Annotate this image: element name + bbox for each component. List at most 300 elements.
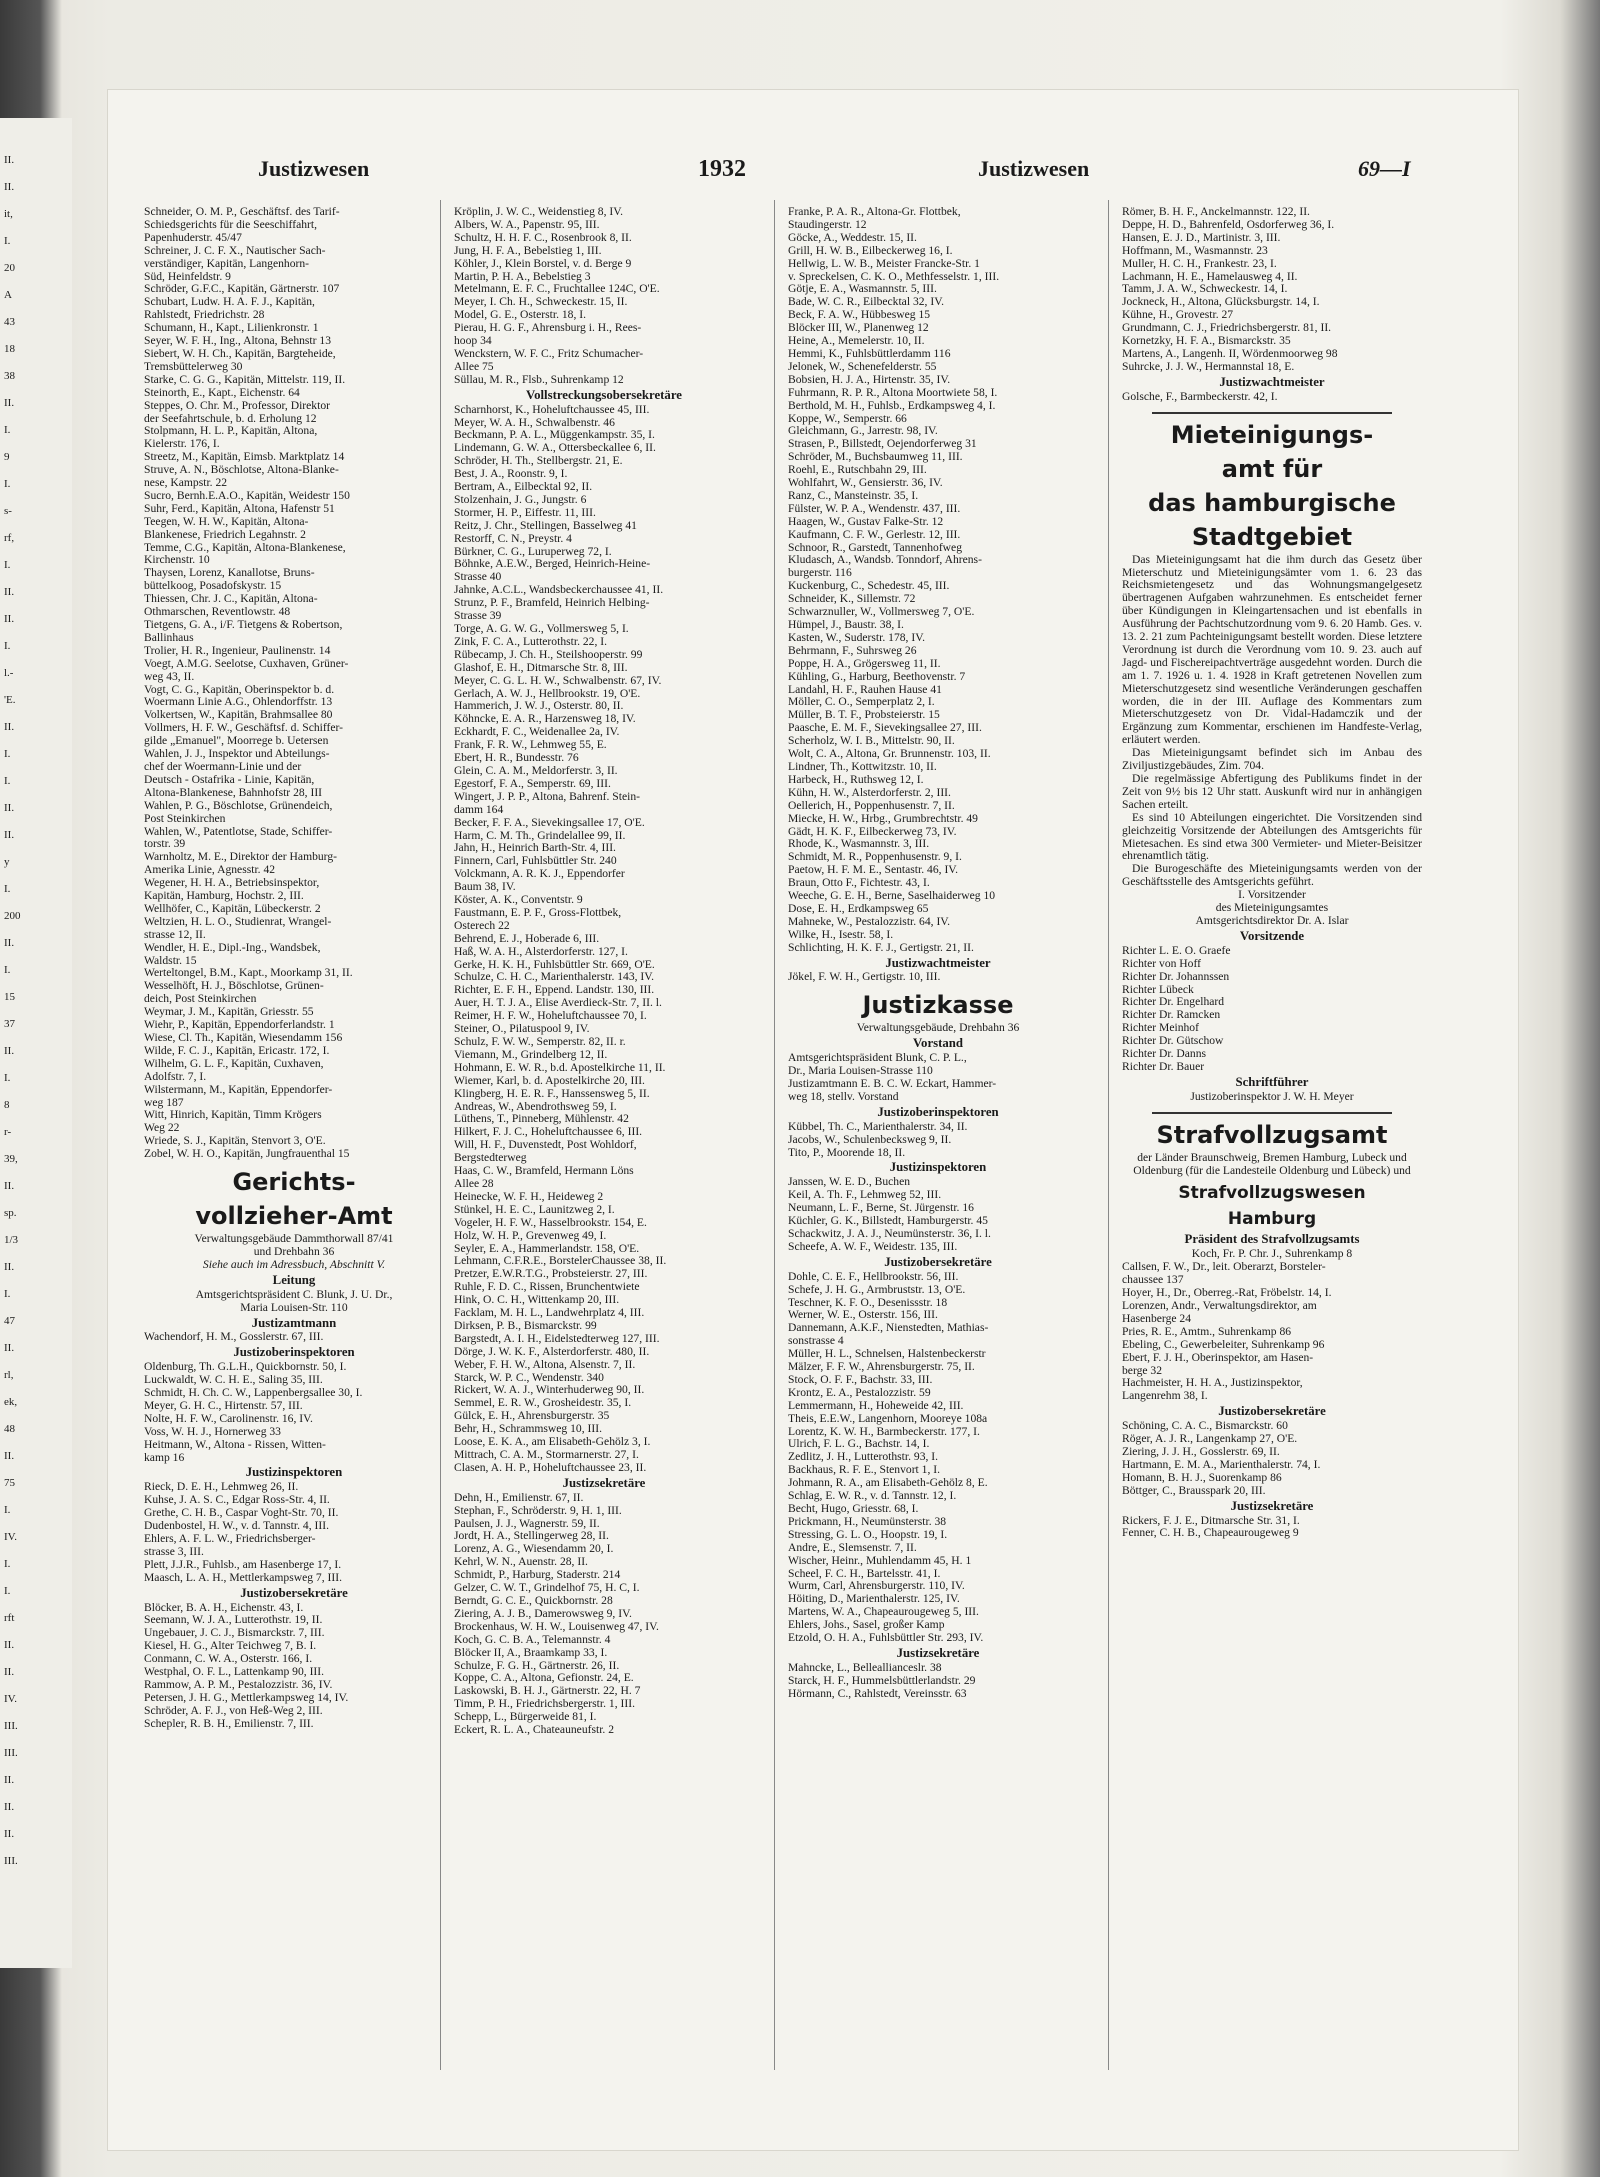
directory-entry: Restorff, C. N., Preystr. 4 [454, 532, 572, 545]
directory-entry: Dannemann, A.K.F., Nienstedten, Mathias- [788, 1322, 989, 1335]
directory-entry: Westphal, O. F. L., Lattenkamp 90, III. [144, 1666, 325, 1679]
header-right-title: Justizwesen [978, 156, 1090, 181]
directory-entry: Zink, F. C. A., Lutterothstr. 22, I. [454, 635, 608, 648]
directory-entry: Berndt, G. C. E., Quickbornstr. 28 [454, 1594, 613, 1607]
directory-entry: Eckhardt, F. C., Weidenallee 2a, IV. [454, 726, 620, 739]
section-heading: Justizwachtmeister [885, 955, 991, 970]
fragment-text: II. [4, 802, 15, 814]
directory-entry: Schneider, K., Sillemstr. 72 [788, 593, 916, 606]
directory-entry: Wellhöfer, C., Kapitän, Lübeckerstr. 2 [144, 902, 321, 915]
fragment-text: II. [4, 1801, 15, 1813]
directory-entry: Allee 28 [454, 1177, 494, 1190]
section-divider [1152, 412, 1392, 414]
directory-entry: Vogt, C. G., Kapitän, Oberinspektor b. d. [144, 683, 335, 696]
directory-entry: Thaysen, Lorenz, Kanallotse, Bruns- [144, 567, 315, 580]
directory-entry: Siebert, W. H. Ch., Kapitän, Bargteheide, [144, 347, 336, 360]
directory-entry: Miecke, H. W., Hrbg., Grumbrechtstr. 49 [788, 812, 978, 825]
directory-entry: Zedlitz, J. H., Lutterothstr. 93, I. [788, 1451, 939, 1464]
directory-entry: Landahl, H. F., Rauhen Hause 41 [788, 683, 942, 696]
directory-entry: Wahlen, P. G., Böschlotse, Grünendeich, [144, 799, 333, 812]
directory-entry: Oellerich, H., Poppenhusenstr. 7, II. [788, 799, 955, 812]
directory-entry: Ebert, H. R., Bundesstr. 76 [454, 752, 579, 765]
directory-entry: Köster, A. K., Conventstr. 9 [454, 894, 583, 907]
fragment-text: IV. [4, 1531, 17, 1543]
page-header [108, 156, 1518, 196]
directory-entry: Muller, H. C. H., Frankestr. 23, I. [1122, 257, 1277, 270]
centered-line: Amtsgerichtsdirektor Dr. A. Islar [1195, 913, 1349, 927]
directory-entry: Kübbel, Th. C., Marienthalerstr. 34, II. [788, 1120, 968, 1133]
directory-entry: Bobsien, H. J. A., Hirtenstr. 35, IV. [788, 373, 951, 386]
directory-entry: Rickert, W. A. J., Winterhuderweg 90, II. [454, 1384, 645, 1397]
directory-entry: Paetow, H. F. M. E., Sentastr. 46, IV. [788, 864, 959, 877]
directory-entry: Mälzer, F. F. W., Ahrensburgerstr. 75, II. [788, 1361, 975, 1374]
directory-entry: Ranz, C., Mansteinstr. 35, I. [788, 489, 919, 502]
directory-entry: Viemann, M., Grindelberg 12, II. [454, 1048, 608, 1061]
fragment-text: II. [4, 397, 15, 409]
paragraph: Es sind 10 Abteilungen eingerichtet. Die Vorsitzenden sind gleichzeitig Vorsitzende der Abteilungen des Amtsgerichts für Mietesachen. Es sind etwa 300 Vermieter- und Mieter-Beisitzer ehrenamtlich tätig. [1122, 810, 1422, 863]
fragment-text: 1/3 [4, 1234, 19, 1246]
directory-entry: Gerlach, A. W. J., Hellbrookstr. 19, O'E. [454, 687, 641, 700]
directory-entry: Küchler, G. K., Billstedt, Hamburgerstr. 45 [788, 1215, 988, 1228]
directory-entry: Warnholtz, M. E., Direktor der Hamburg- [144, 851, 337, 864]
directory-entry: Richter Dr. Engelhard [1122, 996, 1225, 1009]
directory-entry: Jacobs, W., Schulenbecksweg 9, II. [788, 1133, 952, 1146]
centered-line: Maria Louisen-Str. 110 [240, 1300, 348, 1314]
directory-entry: strasse 3, III. [144, 1545, 204, 1558]
fragment-text: I. [4, 883, 11, 895]
fragment-text: I. [4, 424, 11, 436]
directory-entry: Weg 22 [144, 1122, 180, 1135]
directory-entry: Steinorth, E., Kapt., Eichenstr. 64 [144, 386, 300, 399]
directory-entry: Richter Dr. Ramcken [1122, 1009, 1221, 1022]
section-title: Strafvollzugsamt [1156, 1120, 1388, 1149]
section-heading: Justizinspektoren [889, 1160, 987, 1175]
directory-entry: Krontz, E. A., Pestalozzistr. 59 [788, 1386, 931, 1399]
directory-entry: Stünkel, H. E. C., Launitzweg 2, I. [454, 1203, 615, 1216]
directory-entry: Meyer, C. G. L. H. W., Schwalbenstr. 67, IV. [454, 674, 662, 687]
section-title: Gerichts- [232, 1168, 356, 1197]
directory-entry: Suhr, Ferd., Kapitän, Altona, Hafenstr 51 [144, 502, 335, 515]
fragment-text: r- [4, 1126, 12, 1138]
directory-entry: Auer, H. T. J. A., Elise Averdieck-Str. 7, II. l. [454, 997, 662, 1010]
directory-entry: Lachmann, H. E., Hamelausweg 4, II. [1122, 270, 1298, 283]
directory-entry: Lorentz, K. W. H., Barmbeckerstr. 177, I. [788, 1425, 980, 1438]
section-heading: Justizsekretäre [562, 1475, 646, 1490]
fragment-text: 18 [4, 343, 15, 355]
directory-entry: gilde „Emanuel", Moorrege b. Uetersen [144, 735, 329, 748]
fragment-text: II. [4, 181, 15, 193]
directory-entry: Waldstr. 15 [144, 954, 197, 967]
fragment-text: II. [4, 1261, 15, 1273]
directory-entry: Albers, W. A., Papenstr. 95, III. [454, 218, 600, 231]
directory-entry: Rhode, K., Wasmannstr. 3, III. [788, 838, 930, 851]
fragment-text: II. [4, 154, 15, 166]
fragment-text: 37 [4, 1018, 15, 1030]
directory-entry: v. Spreckelsen, C. K. O., Methfesselstr. 1, III. [788, 270, 1000, 283]
directory-entry: Seyer, W. F. H., Ing., Altona, Behnstr 13 [144, 335, 331, 348]
directory-entry: Rickers, F. J. E., Ditmarsche Str. 31, I. [1122, 1514, 1300, 1527]
directory-entry: Clasen, A. H. P., Hoheluftchaussee 23, II. [454, 1461, 647, 1474]
directory-entry: weg 187 [144, 1096, 184, 1109]
directory-entry: Weymar, J. M., Kapitän, Griesstr. 55 [144, 1006, 314, 1019]
directory-entry: Luckwaldt, W. C. H. E., Saling 35, III. [144, 1374, 323, 1387]
fragment-text: A [4, 289, 12, 301]
directory-entry: damm 164 [454, 803, 504, 816]
directory-entry: Wegener, H. H. A., Betriebsinspektor, [144, 877, 320, 890]
paragraph: Das Mieteinigungsamt hat die ihm durch das Gesetz über Mieterschutz und Mieteinigungsämter vom 1. 6. 23 das Reichsmietengesetz und das Wohnungsmangelgesetz übertragenen Aufgaben wahrzunehmen. Es entscheidet ferner über Kündigungen in Kleingartensachen und ist ebenfalls in Ausführung der Pachtschutzordnung vom 9. 6. 20 Hamb. Ges. v. 13. 2. 21 zum Pachteinigungsamt bestellt worden. Diese letztere Verordnung ist durch die Verordnung vom 10. 9. 23. auch auf Jagd- und Fischereipachtverträge ausgedehnt worden. Durch die am 1. 7. 1926 u. 1. 4. 1928 in Kraft getretenen Novellen zum Mieterschutzgesetz sind wesentliche Veränderungen geschaffen worden, die in der III. Auflage des Kommentars zum Mieterschutzgesetz von Dr. Vidal-Hadamczik und der Ergänzung zum Kommentar, erschienen im Handfeste-Verlag, erläutert werden. [1122, 552, 1422, 747]
directory-entry: Tietgens, G. A., i/F. Tietgens & Robertson, [144, 619, 343, 631]
fragment-text: III. [4, 1720, 18, 1732]
directory-entry: Kirchenstr. 10 [144, 554, 210, 567]
directory-entry: Göcke, A., Weddestr. 15, II. [788, 231, 917, 244]
directory-entry: verständiger, Kapitän, Langenhorn- [144, 257, 310, 270]
directory-entry: Grundmann, C. J., Friedrichsbergerstr. 81, II. [1122, 322, 1332, 335]
directory-entry: Schröder, A. F. J., von Heß-Weg 2, III. [144, 1704, 323, 1717]
directory-entry: Gülck, E. H., Ahrensburgerstr. 35 [454, 1410, 610, 1423]
directory-entry: Jökel, F. W. H., Gertigstr. 10, III. [788, 971, 941, 984]
directory-entry: Kehrl, W. N., Auenstr. 28, II. [454, 1556, 588, 1569]
directory-entry: Jelonek, W., Schenefelderstr. 55 [788, 360, 937, 373]
directory-entry: Schlag, E. W. R., v. d. Tannstr. 12, I. [788, 1490, 957, 1503]
directory-entry: Amtsgerichtspräsident Blunk, C. P. L., [788, 1052, 967, 1065]
directory-entry: Harm, C. M. Th., Grindelallee 99, II. [454, 829, 626, 842]
directory-entry: Hümpel, J., Baustr. 38, I. [788, 619, 904, 631]
adjacent-page-fragment [0, 118, 72, 1968]
section-heading: Präsident des Strafvollzugsamts [1184, 1232, 1360, 1247]
directory-entry: Süllau, M. R., Flsb., Suhrenkamp 12 [454, 373, 624, 386]
directory-entry: Wachendorf, H. M., Gosslerstr. 67, III. [144, 1331, 324, 1344]
directory-entry: Ziering, A. J. B., Damerowsweg 9, IV. [454, 1607, 632, 1620]
directory-entry: Bertram, A., Eilbecktal 92, II. [454, 481, 593, 494]
directory-entry: Etzold, O. H. A., Fuhlsbüttler Str. 293, IV. [788, 1632, 984, 1645]
directory-entry: Lindner, Th., Kottwitzstr. 10, II. [788, 760, 937, 773]
section-heading: Justizsekretäre [1230, 1498, 1314, 1513]
directory-entry: Stormer, H. P., Eiffestr. 11, III. [454, 506, 596, 519]
directory-entry: Stolpmann, H. L. P., Kapitän, Altona, [144, 425, 318, 438]
directory-entry: Möller, C. O., Semperplatz 2, I. [788, 696, 935, 709]
fragment-text: III. [4, 1747, 18, 1759]
directory-entry: Ehlers, A. F. L. W., Friedrichsberger- [144, 1533, 316, 1545]
directory-entry: Johmann, R. A., am Elisabeth-Gehölz 8, E. [788, 1477, 988, 1490]
directory-entry: Seemann, W. J. A., Lutterothstr. 19, II. [144, 1614, 323, 1627]
directory-entry: Heine, A., Memelerstr. 10, II. [788, 335, 925, 348]
directory-entry: Schultz, H. H. F. C., Rosenbrook 8, II. [454, 231, 632, 244]
fragment-text: I. [4, 640, 11, 652]
directory-entry: Timm, P. H., Friedrichsbergerstr. 1, III. [454, 1698, 635, 1711]
directory-entry: Allee 75 [454, 360, 494, 373]
directory-entry: Vollmers, H. F. W., Geschäftsf. d. Schiffer- [144, 722, 344, 735]
directory-entry: Wilhelm, G. L. F., Kapitän, Cuxhaven, [144, 1057, 324, 1070]
directory-entry: Koppe, W., Semperstr. 66 [788, 412, 907, 425]
directory-entry: Kühn, H. W., Alsterdorferstr. 2, III. [788, 786, 951, 799]
directory-entry: Gädt, H. K. F., Eilbeckerweg 73, IV. [788, 825, 957, 838]
fragment-text: 8 [4, 1099, 10, 1111]
directory-entry: Blöcker, B. A. H., Eichenstr. 43, I. [144, 1601, 304, 1614]
section-divider [1152, 1112, 1392, 1114]
directory-entry: Dudenbostel, H. W., v. d. Tannstr. 4, III. [144, 1520, 329, 1533]
directory-entry: nese, Kampstr. 22 [144, 477, 228, 490]
section-heading: Justizoberinspektoren [877, 1104, 999, 1119]
directory-entry: Pierau, H. G. F., Ahrensburg i. H., Rees- [454, 322, 642, 335]
centered-line: Amtsgerichtspräsident C. Blunk, J. U. Dr., [195, 1287, 393, 1301]
directory-entry: Schmidt, P., Harburg, Staderstr. 214 [454, 1569, 621, 1582]
directory-entry: Scheel, F. C. H., Bartelsstr. 41, I. [788, 1567, 941, 1580]
directory-entry: hoop 34 [454, 335, 492, 348]
directory-entry: Lindemann, G. W. A., Ottersbeckallee 6, II. [454, 442, 656, 455]
directory-entry: Richter L. E. O. Graefe [1122, 944, 1231, 957]
directory-entry: Richter von Hoff [1122, 957, 1201, 970]
column-3 [788, 206, 1088, 2086]
centered-line: des Mieteinigungsamtes [1215, 901, 1329, 915]
directory-entry: Justizamtmann E. B. C. W. Eckart, Hammer- [788, 1078, 997, 1090]
directory-entry: Jahnke, A.C.L., Wandsbeckerchaussee 41, II. [454, 584, 664, 597]
directory-entry: Kasten, W., Suderstr. 178, IV. [788, 631, 925, 644]
directory-entry: sonstrasse 4 [788, 1335, 844, 1348]
directory-entry: Hellwig, L. W. B., Meister Francke-Str. 1 [788, 257, 980, 270]
section-heading: Justizobersekretäre [1218, 1404, 1326, 1419]
section-heading: Justizwachtmeister [1219, 374, 1325, 389]
directory-entry: Kornetzky, H. F. A., Bismarckstr. 35 [1122, 335, 1291, 348]
directory-entry: Wiese, Cl. Th., Kapitän, Wiesendamm 156 [144, 1032, 343, 1044]
directory-entry: Wenckstern, W. F. C., Fritz Schumacher- [454, 347, 644, 360]
directory-entry: Becht, Hugo, Griesstr. 68, I. [788, 1503, 919, 1515]
directory-entry: Wiehr, P., Kapitän, Eppendorferlandstr. 1 [144, 1019, 335, 1032]
fragment-text: II. [4, 1774, 15, 1786]
directory-entry: Golsche, F., Barmbeckerstr. 42, I. [1122, 390, 1278, 403]
fragment-text: I. [4, 964, 11, 976]
directory-entry: Müller, H. L., Schnelsen, Halstenbeckerstr [788, 1348, 986, 1361]
directory-entry: Hoffmann, M., Wasmannstr. 23 [1122, 244, 1268, 257]
directory-entry: Baum 38, IV. [454, 881, 516, 894]
directory-entry: Beck, F. A. W., Hübbesweg 15 [788, 309, 931, 322]
paragraph: Das Mieteinigungsamt befindet sich im Anbau des Ziviljustizgebäudes, Zim. 704. [1122, 746, 1422, 773]
directory-entry: Trolier, H. R., Ingenieur, Paulinenstr. 14 [144, 644, 331, 657]
directory-entry: Hink, O. C. H., Wittenkamp 20, III. [454, 1294, 620, 1307]
fragment-text: III. [4, 1855, 18, 1867]
centered-line: Verwaltungsgebäude Dammthorwall 87/41 [194, 1232, 394, 1246]
fragment-text: IV. [4, 1693, 17, 1705]
directory-entry: Richter Meinhof [1122, 1022, 1199, 1035]
directory-entry: Röger, A. J. R., Langenkamp 27, O'E. [1122, 1433, 1298, 1446]
directory-entry: Poppe, H. A., Grögersweg 11, II. [788, 657, 941, 670]
directory-entry: Will, H. F., Duvenstedt, Post Wohldorf, [454, 1139, 637, 1152]
fragment-text: 48 [4, 1423, 15, 1435]
directory-entry: Braun, Otto F., Fichtestr. 43, I. [788, 877, 930, 890]
directory-entry: Osterech 22 [454, 919, 510, 932]
fragment-text: 38 [4, 370, 15, 382]
fragment-text: II. [4, 1639, 15, 1651]
directory-entry: Temme, C.G., Kapitän, Altona-Blankenese, [144, 541, 346, 554]
directory-entry: Götje, E. A., Wasmannstr. 5, III. [788, 283, 937, 296]
directory-entry: Prickmann, H., Neumünsterstr. 38 [788, 1515, 947, 1528]
directory-entry: Tito, P., Moorende 18, II. [788, 1146, 906, 1159]
directory-entry: Nolte, H. F. W., Carolinenstr. 16, IV. [144, 1412, 313, 1425]
directory-entry: Koch, G. C. B. A., Telemannstr. 4 [454, 1633, 611, 1646]
directory-entry: Keil, A. Th. F., Lehmweg 52, III. [788, 1189, 942, 1202]
fragment-text: I. [4, 1585, 11, 1597]
directory-entry: Schackwitz, J. A. J., Neumünsterstr. 36, I. l. [788, 1227, 991, 1240]
directory-entry: Reimer, H. F. W., Hoheluftchaussee 70, I. [454, 1010, 647, 1023]
directory-entry: Dr., Maria Louisen-Strasse 110 [788, 1065, 933, 1078]
section-title: vollzieher-Amt [195, 1202, 393, 1231]
page-number: 69—I [1358, 156, 1411, 181]
directory-entry: Eckert, R. L. A., Chateauneufstr. 2 [454, 1724, 615, 1737]
directory-entry: Dehn, H., Emilienstr. 67, II. [454, 1491, 584, 1504]
directory-entry: Franke, P. A. R., Altona-Gr. Flottbek, [788, 206, 961, 218]
directory-entry: Schulz, F. W. W., Semperstr. 82, II. r. [454, 1036, 626, 1048]
directory-entry: Deutsch - Ostafrika - Linie, Kapitän, [144, 773, 315, 786]
column-2 [454, 206, 754, 2086]
directory-entry: Ebert, F. J. H., Oberinspektor, am Hasen- [1122, 1351, 1314, 1364]
directory-entry: Fenner, C. H. B., Chapeaurougeweg 9 [1122, 1527, 1299, 1540]
directory-entry: Heinecke, W. F. H., Heideweg 2 [454, 1190, 604, 1203]
directory-entry: Müller, B. T. F., Probsteierstr. 15 [788, 709, 940, 722]
directory-entry: Richter Dr. Gütschow [1122, 1035, 1224, 1048]
column-4 [1122, 206, 1422, 2086]
directory-entry: Ruhle, F. D. C., Rissen, Brunchentwiete [454, 1281, 640, 1294]
directory-entry: Teegen, W. H. W., Kapitän, Altona- [144, 515, 309, 528]
directory-entry: Semmel, E. R. W., Grosheidestr. 35, I. [454, 1397, 632, 1410]
fragment-text: II. [4, 1342, 15, 1354]
directory-entry: Richter Dr. Bauer [1122, 1060, 1205, 1073]
directory-entry: Hilkert, F. J. C., Hoheluftchaussee 6, III. [454, 1126, 643, 1139]
fragment-text: y [4, 856, 10, 868]
directory-entry: Schneider, O. M. P., Geschäftsf. des Tarif- [144, 206, 340, 218]
directory-entry: Wahlen, W., Patentlotse, Stade, Schiffer- [144, 825, 333, 838]
directory-entry: Ziering, J. J. H., Gosslerstr. 69, II. [1122, 1445, 1280, 1458]
directory-entry: Jordt, H. A., Stellingerweg 28, II. [454, 1530, 609, 1543]
directory-entry: Deppe, H. D., Bahrenfeld, Osdorferweg 36, I. [1122, 218, 1335, 231]
directory-entry: Grethe, C. H. B., Caspar Voght-Str. 70, II. [144, 1507, 339, 1520]
directory-entry: Strasse 40 [454, 571, 502, 584]
directory-entry: Bade, W. C. R., Eilbecktal 32, IV. [788, 296, 944, 309]
directory-entry: Best, J. A., Roonstr. 9, I. [454, 468, 568, 481]
centered-line: Justizoberinspektor J. W. H. Meyer [1190, 1089, 1354, 1103]
directory-entry: büttelkoog, Posadofskystr. 15 [144, 580, 282, 593]
directory-entry: Kühling, G., Harburg, Beethovenstr. 7 [788, 670, 966, 683]
section-heading: Justizsekretäre [896, 1645, 980, 1660]
directory-entry: Scherholz, W. I. B., Mittelstr. 90, II. [788, 735, 955, 748]
directory-entry: Heitmann, W., Altona - Rissen, Witten- [144, 1438, 326, 1451]
directory-entry: Langenrehm 38, I. [1122, 1390, 1208, 1403]
directory-entry: Wilde, F. C. J., Kapitän, Ericastr. 172, I. [144, 1044, 330, 1057]
fragment-text: II. [4, 586, 15, 598]
centered-line: Verwaltungsgebäude, Drehbahn 36 [856, 1021, 1020, 1035]
fragment-text: I. [4, 1558, 11, 1570]
directory-entry: Maasch, L. A. H., Mettlerkampsweg 7, III. [144, 1571, 343, 1584]
directory-entry: Schepp, L., Bürgerweide 81, I. [454, 1711, 597, 1724]
directory-entry: Voegt, A.M.G. Seelotse, Cuxhaven, Grüner- [144, 657, 349, 670]
fragment-text: II. [4, 1450, 15, 1462]
directory-entry: Mahncke, L., Belleallianceslr. 38 [788, 1661, 942, 1674]
directory-entry: Brockenhaus, W. H. W., Louisenweg 47, IV. [454, 1620, 659, 1633]
directory-entry: Altona-Blankenese, Bahnhofstr 28, III [144, 786, 323, 799]
directory-entry: Facklam, M. H. L., Landwehrplatz 4, III. [454, 1307, 645, 1320]
directory-entry: Tremsbüttelerweg 30 [144, 360, 243, 373]
directory-entry: Faustmann, E. P. F., Gross-Flottbek, [454, 906, 622, 919]
directory-entry: Gleichmann, G., Jarrestr. 98, IV. [788, 425, 938, 438]
directory-entry: Hartmann, E. M. A., Marienthalerstr. 74, I. [1122, 1458, 1321, 1471]
directory-entry: Wurm, Carl, Ahrensburgerstr. 110, IV. [788, 1580, 965, 1593]
fragment-text: II. [4, 613, 15, 625]
directory-entry: Koppe, C. A., Altona, Gefionstr. 24, E. [454, 1672, 634, 1685]
section-heading: Leitung [272, 1272, 316, 1287]
column-rule [1108, 200, 1109, 2070]
centered-line: der Länder Braunschweig, Bremen Hamburg, Lubeck und Oldenburg (für die Landesteile Oldenburg und Lübeck) und [1133, 1150, 1411, 1177]
directory-entry: Jockneck, H., Altona, Glücksburgstr. 14, I. [1122, 296, 1320, 309]
column-1 [144, 206, 444, 2086]
directory-entry: Schröder, G.F.C., Kapitän, Gärtnerstr. 107 [144, 283, 340, 296]
fragment-text: 200 [4, 910, 21, 922]
directory-entry: Martin, P. H. A., Bebelstieg 3 [454, 270, 591, 283]
note-line: Siehe auch im Adressbuch, Abschnitt V. [202, 1257, 386, 1271]
directory-entry: Meyer, W. A. H., Schwalbenstr. 46 [454, 416, 615, 429]
section-heading: Vorsitzende [1239, 928, 1305, 943]
fragment-text: rl, [4, 1369, 14, 1381]
directory-entry: Bergstedterweg [454, 1152, 527, 1165]
directory-entry: deich, Post Steinkirchen [144, 993, 257, 1006]
directory-entry: Wilke, H., Isestr. 58, I. [788, 928, 894, 941]
directory-entry: Starke, C. G. G., Kapitän, Mittelstr. 119, II. [144, 373, 346, 386]
directory-entry: Schreiner, J. C. F. X., Nautischer Sach- [144, 244, 326, 257]
directory-entry: Beckmann, P. A. L., Müggenkampstr. 35, I. [454, 429, 655, 442]
directory-entry: weg 43, II. [144, 670, 195, 683]
directory-entry: Dirksen, P. B., Bismarckstr. 99 [454, 1319, 597, 1332]
directory-entry: Werner, W. E., Osterstr. 156, III. [788, 1309, 938, 1322]
directory-entry: Schmidt, H. Ch. C. W., Lappenbergsallee 30, I. [144, 1387, 363, 1400]
fragment-text: rf, [4, 532, 15, 544]
directory-entry: Bürkner, C. G., Luruperweg 72, I. [454, 545, 612, 558]
section-title: amt für [1221, 454, 1323, 483]
directory-entry: weg 18, stellv. Vorstand [788, 1090, 899, 1103]
directory-entry: kamp 16 [144, 1451, 185, 1464]
directory-entry: Adolfstr. 7, I. [144, 1070, 207, 1083]
directory-entry: Sucro, Bernh.E.A.O., Kapitän, Weidestr 150 [144, 489, 350, 502]
directory-entry: Voss, W. H. J., Hornerweg 33 [144, 1425, 281, 1438]
directory-entry: torstr. 39 [144, 838, 186, 851]
directory-entry: Berthold, M. H., Fuhlsb., Erdkampsweg 4, I. [788, 399, 996, 412]
directory-entry: Paasche, E. M. F., Sievekingsallee 27, III. [788, 722, 982, 735]
section-heading: Vollstreckungsobersekretäre [526, 387, 682, 402]
directory-entry: Behr, H., Schrammsweg 10, III. [454, 1423, 602, 1436]
directory-entry: Wischer, Heinr., Muhlendamm 45, H. 1 [788, 1554, 972, 1567]
directory-entry: Martens, A., Langenh. II, Wördenmoorweg 98 [1122, 347, 1338, 360]
directory-entry: Richter Dr. Danns [1122, 1048, 1207, 1061]
directory-entry: Holz, W. H. P., Grevenweg 49, I. [454, 1229, 607, 1242]
directory-entry: Schiedsgerichts für die Seeschiffahrt, [144, 218, 317, 231]
directory-entry: Ehlers, Johs., Sasel, großer Kamp [788, 1619, 945, 1632]
directory-entry: Schöning, C. A. C., Bismarckstr. 60 [1122, 1420, 1288, 1433]
fragment-text: I. [4, 1504, 11, 1516]
directory-entry: Pries, R. E., Amtm., Suhrenkamp 86 [1122, 1325, 1292, 1338]
directory-entry: Ungebauer, J. C. J., Bismarckstr. 7, III. [144, 1627, 325, 1640]
fragment-text: l.- [4, 667, 14, 679]
fragment-text: II. [4, 1045, 15, 1057]
directory-entry: Weltzien, H. L. O., Studienrat, Wrangel- [144, 915, 332, 928]
directory-entry: Wahlen, J. J., Inspektor und Abteilungs- [144, 748, 330, 761]
fragment-text: sp. [4, 1207, 17, 1219]
directory-entry: Schefe, J. H. G., Armbruststr. 13, O'E. [788, 1283, 966, 1296]
directory-entry: Strunz, P. F., Bramfeld, Heinrich Helbing- [454, 597, 650, 610]
directory-entry: Richter, E. F. H., Eppend. Landstr. 130, III. [454, 984, 655, 997]
section-title: das hamburgische [1148, 488, 1396, 517]
directory-entry: Schulze, C. H. C., Marienthalerstr. 143, IV. [454, 971, 655, 984]
directory-entry: Hemmi, K., Fuhlsbüttlerdamm 116 [788, 347, 951, 360]
directory-entry: Rahlstedt, Friedrichstr. 28 [144, 309, 265, 322]
directory-entry: Thiessen, Chr. J. C., Kapitän, Altona- [144, 593, 318, 606]
directory-entry: Böhnke, A.E.W., Berged, Heinrich-Heine- [454, 558, 651, 571]
directory-entry: Model, G. E., Osterstr. 18, I. [454, 309, 587, 322]
